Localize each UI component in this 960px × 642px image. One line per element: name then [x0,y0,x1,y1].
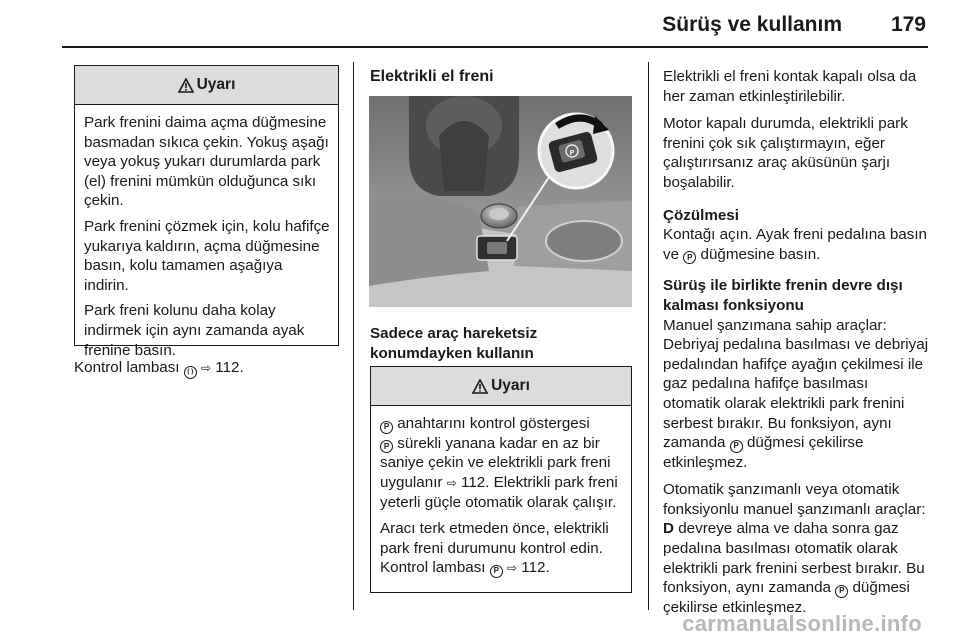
warning-box-left [74,65,339,359]
paragraph: Kontağı açın. Ayak freni pedalına basın ve P düğmesine basın. [663,226,928,263]
warning-paragraph: Park frenini çözmek için, kolu hafifçe yukarıya kaldırın, açma düğmesine basın, kolu tamamen aşağıya indirin. [84,217,330,294]
svg-text:P: P [569,149,575,157]
column-divider-right [648,62,649,610]
warning-triangle-icon [472,379,488,394]
warning-header [75,66,338,105]
warning-paragraph: P anahtarını kontrol göstergesi P sürekli yanana kadar en az bir saniye çekin ve elektrikli park freni uygulanır ⇨ 112. Elektrikli park freni yeterli güçle otomatik olarak çalışır. [380,415,618,512]
right-column-text [663,67,929,625]
control-lamp-text: Kontrol lambası [74,359,180,376]
warning-title: Uyarı [491,377,530,395]
warning-body [75,105,338,360]
parking-brake-icon: P [730,440,743,453]
electric-parking-brake-photo [369,96,632,307]
control-lamp-line [74,358,344,379]
paragraph: Elektrikli el freni kontak kapalı olsa da her zaman etkinleştirilebilir. [663,68,917,105]
paragraph: Otomatik şanzımanlı veya otomatik fonksiyonlu manuel şanzımanlı araçlar: D devreye alma ve daha sonra gaz pedalına basılması otomatik olarak elektrikli park frenini serbest bırakır. Bu fonksiyon, aynı zamanda P düğmesi çekilirse etkinleşmez. [663,481,926,616]
paragraph: Manuel şanzımana sahip araçlar: Debriyaj pedalına basılması ve debriyaj pedalından hafifçe ayağın çekilmesi ile gaz pedalına hafifçe basılması otomatik olarak elektrikli park frenini serbest bırakır. Bu fonksiyon, aynı zamanda P düğmesi çekilirse etkinleşmez. [663,316,929,471]
warning-header [371,367,631,406]
column-divider-left [353,62,354,610]
gear-d-label: D [663,520,674,538]
parking-brake-icon: P [835,585,848,598]
page-reference-icon: ⇨ [507,561,518,576]
paragraph: Motor kapalı durumda, elektrikli park frenini çok sık çalıştırmayın, eğer çalıştırırsanız araç aküsünün şarjı boşalabilir. [663,115,908,191]
park-lamp-icon: ( ) [184,366,197,379]
parking-brake-icon: P [380,440,393,453]
warning-paragraph: Park frenini daima açma düğmesine basmadan sıkıca çekin. Yokuş aşağı veya yokuş yukarı durumlarda park (el) frenini mümkün olduğunca sıkı çekin. [84,114,329,210]
header-divider [62,46,928,48]
page-reference-icon: ⇨ [201,361,212,375]
page-number: 179 [890,13,926,36]
section-title: Elektrikli el freni [370,68,494,85]
warning-title: Uyarı [196,76,236,94]
control-lamp-page: 112. [215,359,244,376]
parking-brake-icon: P [380,421,393,434]
watermark: carmanualsonline.info [682,611,922,637]
parking-brake-icon: P [683,251,696,264]
page-reference-icon: ⇨ [446,475,457,490]
parking-brake-icon: P [490,565,503,578]
subsection-title: Sadece araç hareketsiz konumdayken kullanın [370,325,538,362]
drive-away-title: Sürüş ile birlikte frenin devre dışı kalması fonksiyonu [663,277,903,314]
warning-box-middle [370,366,632,593]
page-header-title: Sürüş ve kullanım [662,13,842,36]
warning-triangle-icon [178,78,194,93]
release-title: Çözülmesi [663,206,739,224]
warning-paragraph: Aracı terk etmeden önce, elektrikli park freni durumunu kontrol edin. Kontrol lambası P ⇨ 112. [380,519,609,577]
warning-body [371,406,631,579]
warning-paragraph: Park freni kolunu daha kolay indirmek için aynı zamanda ayak frenine basın. [84,302,305,359]
